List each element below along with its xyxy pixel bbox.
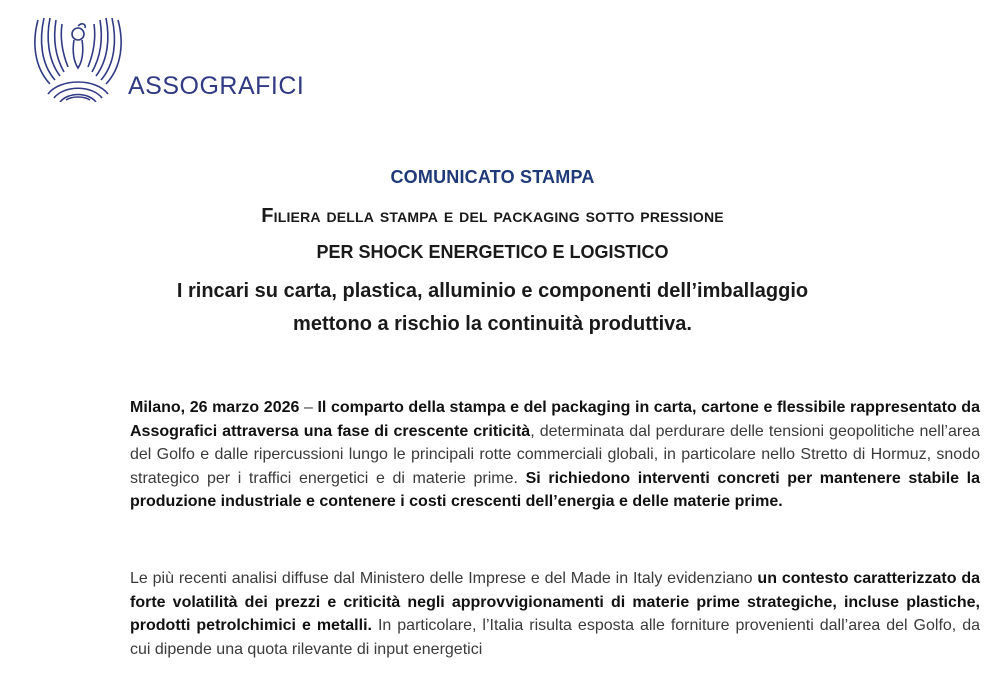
dateline: Milano, 26 marzo 2026 [130,399,300,416]
subheadline-line-2: mettono a rischio la continuità produttiva. [293,313,692,335]
subheadline-line-1: I rincari su carta, plastica, alluminio e componenti dell’imballaggio [176,280,809,302]
dateline-dash: – [299,399,318,416]
press-release-kicker: COMUNICATO STAMPA [390,167,595,187]
assografici-logo [30,12,330,102]
paragraph-1-text: , determinata dal perdurare delle tensioni geopolitiche nell’area del Golfo e dalle ripercussioni lungo le principali rotte commerciali globali, in particolare nello Stretto di Hormuz, snodo strategico per i traffici energetici e di materie prime. [130,422,980,487]
paragraph-2-text-start: Le più recenti analisi diffuse dal Ministero delle Imprese e del Made in Italy evidenziano [130,570,758,587]
paragraph-2-bold: un contesto caratterizzato da forte volatilità dei prezzi e criticità negli approvvigionamenti di materie prime strategiche, incluse plastiche, prodotti petrolchimici e metalli. [130,570,981,634]
eagle-emblem-icon [30,12,126,102]
headline-line-1: Filiera della stampa e del packaging sotto pressione [261,205,724,227]
paragraph-1 [130,396,980,514]
paragraph-1-bold-end: Si richiedono interventi concreti per mantenere stabile la produzione industriale e contenere i costi crescenti dell’energia e delle materie prime. [130,469,981,510]
headline-line-2: PER SHOCK ENERGETICO E LOGISTICO [316,242,669,262]
paragraph-1-bold-intro: Il comparto della stampa e del packaging in carta, cartone e flessibile rappresentato da Assografici attraversa una fase di crescente criticità [130,399,980,440]
paragraph-2-text-end: In particolare, l’Italia risulta esposta alle forniture provenienti dall’area del Golfo, da cui dipende una quota rilevante di input energetici [130,617,980,658]
paragraph-2 [130,567,980,661]
logo-wordmark: ASSOGRAFICI [128,72,305,100]
